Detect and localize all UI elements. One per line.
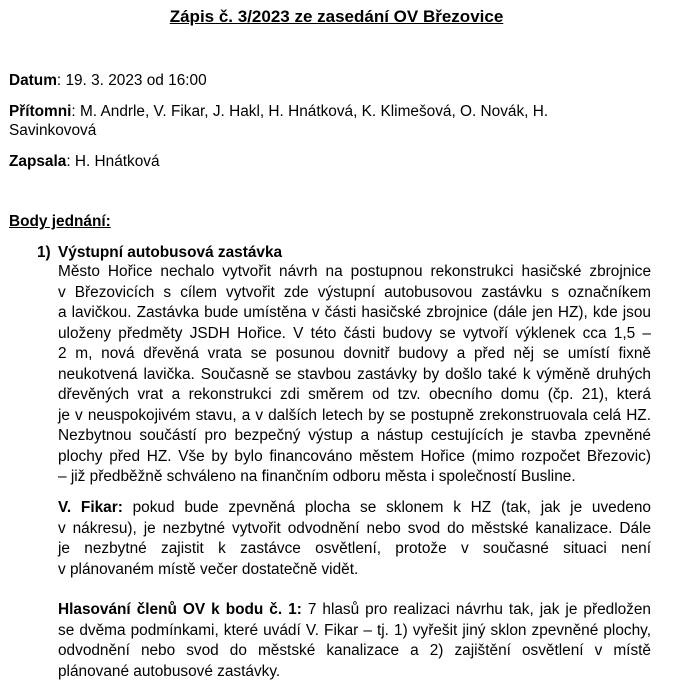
pritomni-line-2: [9, 122, 96, 140]
vote-line: odvodnění nebo svod do městské kanalizace a 2) zajištění osvětlení v místě: [58, 642, 651, 659]
comment-speaker: V. Fikar:: [58, 499, 123, 516]
body-line: 2 m, nová dřevěná vrata se posunou dovnitř budovy a před něj se umístí fixně: [58, 345, 651, 362]
vote-line: plánované autobusové zastávky.: [58, 662, 281, 680]
zapsala-value: : H. Hnátková: [66, 153, 160, 170]
body-line: v Březovicích s cílem vytvořit zde výstupní autobusovou zastávku s označníkem: [58, 283, 651, 301]
comment-line: v plánovaném místě večer dostatečně vidět.: [58, 560, 359, 578]
fikar-comment: [58, 498, 651, 580]
body-line: a lavičkou. Zastávka bude umístěna v části hasičské zbrojnice (dále jen HZ), kde jsou: [58, 304, 651, 321]
agenda-item-body: [58, 262, 651, 488]
agenda-heading: Body jednání:: [9, 213, 111, 230]
body-line: plochy před HZ. Vše by bylo financováno městem Hořice (mimo rozpočet Březovic): [58, 447, 651, 465]
body-line: Město Hořice nechalo vytvořit návrh na postupnou rekonstrukci hasičské zbrojnice: [58, 263, 651, 280]
body-line: – již předběžně schváleno na finančním odboru města i společností Busline.: [58, 468, 576, 485]
comment-line: pokud bude zpevněná plocha se sklonem k HZ (tak, jak je uvedeno: [122, 499, 651, 516]
pritomni-value-cont: Savinkovová: [9, 122, 97, 139]
zapsala-label: Zapsala: [9, 153, 67, 170]
vote-label: Hlasování členů OV k bodu č. 1:: [58, 601, 302, 618]
zapsala-line: [9, 153, 160, 171]
vote-line: se dvěma podmínkami, které uvádí V. Fikar – tj. 1) vyřešit jiný sklon zpevněné plochy,: [58, 621, 651, 639]
vote-line: 7 hlasů pro realizaci návrhu tak, jak je předložen: [301, 601, 651, 618]
body-line: dřevěných vrat a rekonstrukci zdi směrem od tzv. obecního domu (čp. 21), která: [58, 386, 651, 403]
body-line: je v neuspokojivém stavu, a v dalších letech by se postupně zrekonstruovala celá HZ.: [58, 406, 651, 424]
datum-label: Datum: [9, 72, 57, 89]
body-line: Nezbytnou součástí pro bezpečný výstup a nástup cestujících je stavba zpevněné: [58, 427, 651, 444]
agenda-item-title: Výstupní autobusová zastávka: [58, 244, 283, 261]
body-line: uloženy předměty JSDH Hořice. V této části budovy se vytvoří výklenek cca 1,5 –: [58, 324, 651, 342]
pritomni-line: [9, 103, 548, 121]
comment-line: je nezbytné zajistit k zastávce osvětlení, protože v současné situaci není: [58, 540, 651, 557]
document-title: Zápis č. 3/2023 ze zasedání OV Březovice: [169, 7, 504, 26]
pritomni-value: : M. Andrle, V. Fikar, J. Hakl, H. Hnátková, K. Klimešová, O. Novák, H.: [71, 103, 549, 120]
datum-value: : 19. 3. 2023 od 16:00: [56, 72, 207, 89]
body-line: neukotvená lavička. Současně se stavbou zastávky by došlo také k výměně druhých: [58, 365, 651, 383]
vote-result: [58, 600, 651, 682]
datum-line: [9, 72, 207, 90]
agenda-item-number: 1): [37, 244, 51, 261]
comment-line: v nákresu), je nezbytné vytvořit odvodnění nebo svod do městské kanalizace. Dále: [58, 519, 651, 537]
pritomni-label: Přítomni: [9, 103, 72, 120]
